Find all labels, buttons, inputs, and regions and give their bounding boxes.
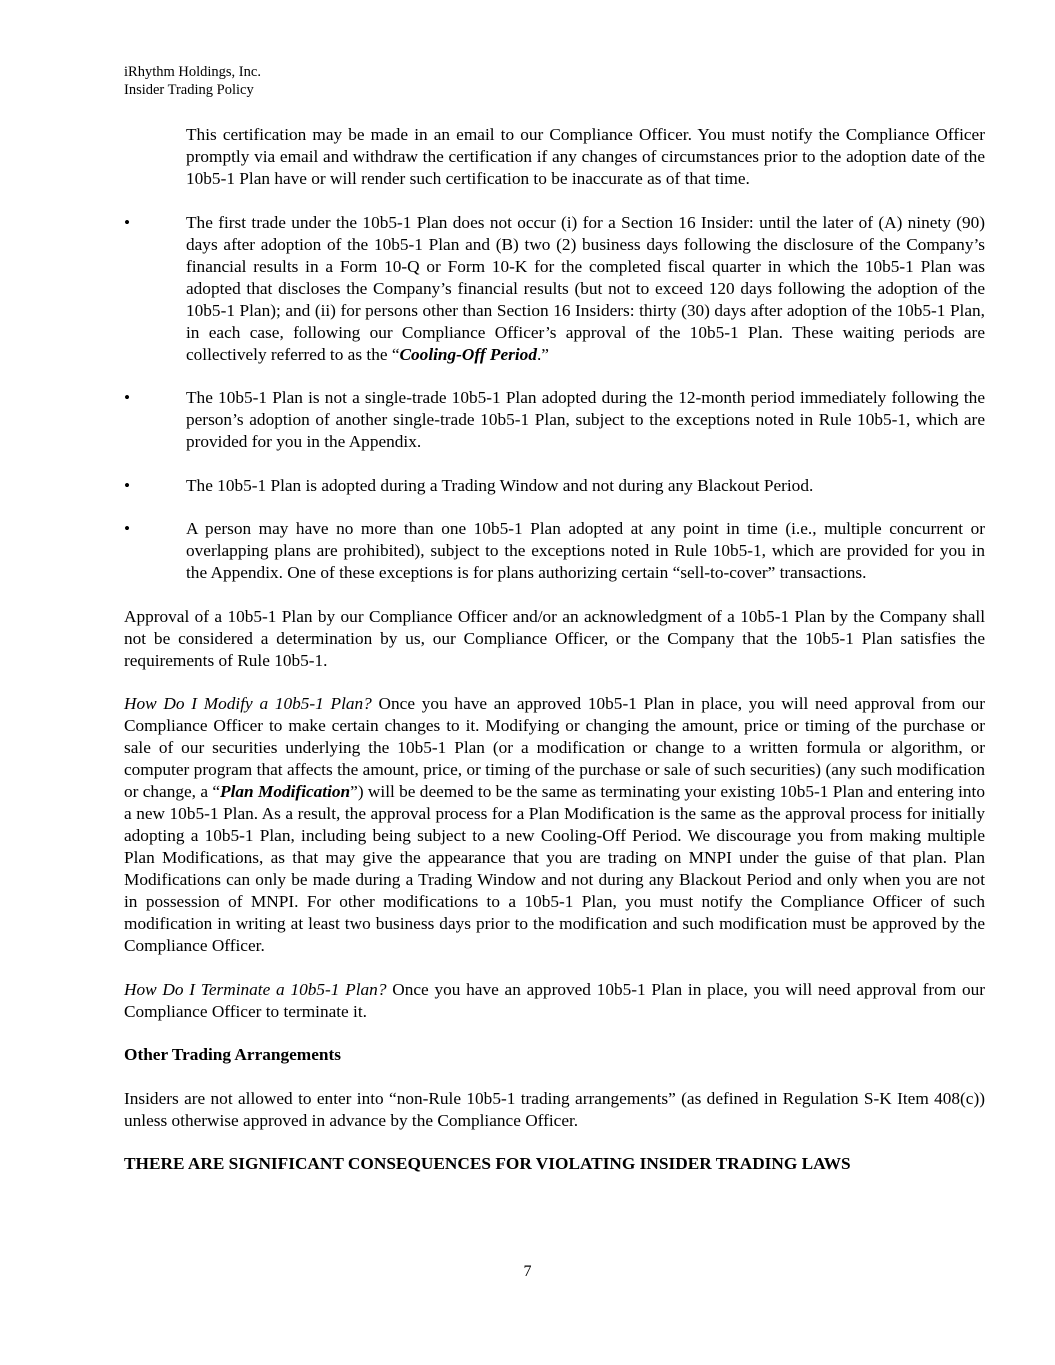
bullet-text <box>186 212 985 366</box>
modify-text-1: Once you have an approved 10b5-1 Plan in place, you will need approval from our Compliance Officer to make certain changes to it. Modifying or changing the amount, price or timing of the purchase or sale of our securities underlying the 10b5-1 Plan (or a modification or change to a written formula or algorithm, or computer program that affects the amount, price, or timing of the purchase or sale of such securities) (any such modification or change, a “ <box>124 694 985 801</box>
page-header <box>124 63 261 99</box>
bullet-single-trade <box>124 387 985 453</box>
terminate-paragraph <box>124 979 985 1023</box>
body-content <box>124 124 985 1197</box>
modify-text-2: ”) will be deemed to be the same as terminating your existing 10b5-1 Plan and entering into a new 10b5-1 Plan. As a result, the approval process for a Plan Modification is the same as the approval process for initially adopting a 10b5-1 Plan, including being subject to a new Cooling-Off Period. We discourage you from making multiple Plan Modifications, as that may give the appearance that you are trading on MNPI under the guise of that plan. Plan Modifications can only be made during a Trading Window and not during any Blackout Period and only when you are not in possession of MNPI. For other modifications to a 10b5-1 Plan, you must notify the Compliance Officer of such modification in writing at least two business days prior to the modification and such modification must be approved by the Compliance Officer. <box>124 782 985 955</box>
terminate-text: Once you have an approved 10b5-1 Plan in place, you will need approval from our Compliance Officer to terminate it. <box>124 979 985 1021</box>
modify-question: How Do I Modify a 10b5-1 Plan? <box>124 694 372 713</box>
modify-paragraph <box>124 693 985 957</box>
other-arrangements-paragraph: Insiders are not allowed to enter into “non-Rule 10b5-1 trading arrangements” (as defined in Regulation S-K Item 408(c)) unless otherwise approved in advance by the Compliance Officer. <box>124 1088 985 1130</box>
page-number: 7 <box>523 1263 532 1280</box>
bullet-symbol: • <box>124 212 131 232</box>
approval-paragraph: Approval of a 10b5-1 Plan by our Compliance Officer and/or an acknowledgment of a 10b5-1 Plan by the Company shall not be considered a determination by us, our Compliance Officer, or the Company that the 10b5-1 Plan satisfies the requirements of Rule 10b5-1. <box>124 606 985 670</box>
bullet-text: A person may have no more than one 10b5-1 Plan adopted at any point in time (i.e., multiple concurrent or overlapping plans are prohibited), subject to the exceptions noted in Rule 10b5-1, which are provided for you in the Appendix. One of these exceptions is for plans authorizing certain “sell-to-cover” transactions. <box>186 519 985 582</box>
other-arrangements-heading: Other Trading Arrangements <box>124 1045 341 1064</box>
terminate-question: How Do I Terminate a 10b5-1 Plan? <box>124 979 387 999</box>
defined-term-plan-modification: Plan Modification <box>220 782 351 801</box>
consequences-heading: THERE ARE SIGNIFICANT CONSEQUENCES FOR VIOLATING INSIDER TRADING LAWS <box>124 1154 851 1173</box>
header-company: iRhythm Holdings, Inc. <box>124 64 261 80</box>
certification-paragraph: This certification may be made in an email to our Compliance Officer. You must notify the Compliance Officer promptly via email and withdraw the certification if any changes of circumstances prior to the adoption date of the 10b5-1 Plan have or will render such certification to be inaccurate as of that time. <box>186 125 985 188</box>
bullet-one-plan <box>124 518 985 584</box>
bullet-symbol: • <box>124 519 131 538</box>
bullet-first-trade-text: The first trade under the 10b5-1 Plan does not occur (i) for a Section 16 Insider: until the later of (A) ninety (90) days after adoption of the 10b5-1 Plan and (B) two (2) business days following the disclosure of the Company’s financial results in a Form 10-Q or Form 10-K for the completed fiscal quarter in which the 10b5-1 Plan was adopted that discloses the Company’s financial results (but not to exceed 120 days following the adoption of the 10b5-1 Plan); and (ii) for persons other than Section 16 Insiders: thirty (30) days after adoption of the 10b5-1 Plan, in each case, following our Compliance Officer’s approval of the 10b5-1 Plan. These waiting periods are collectively referred to as the “ <box>186 212 985 364</box>
bullet-text: The 10b5-1 Plan is adopted during a Trading Window and not during any Blackout Period. <box>186 475 814 495</box>
bullet-first-trade <box>124 212 985 366</box>
bullet-symbol: • <box>124 388 131 407</box>
bullet-symbol: • <box>124 475 131 495</box>
bullet-text: The 10b5-1 Plan is not a single-trade 10b5-1 Plan adopted during the 12-month period immediately following the person’s adoption of another single-trade 10b5-1 Plan, subject to the exceptions noted in Rule 10b5-1, which are provided for you in the Appendix. <box>186 388 985 451</box>
bullet-trading-window <box>124 475 985 497</box>
header-document-title: Insider Trading Policy <box>124 82 254 98</box>
bullet-first-trade-end: .” <box>536 344 549 364</box>
defined-term-cooling-off: Cooling-Off Period <box>399 344 537 364</box>
